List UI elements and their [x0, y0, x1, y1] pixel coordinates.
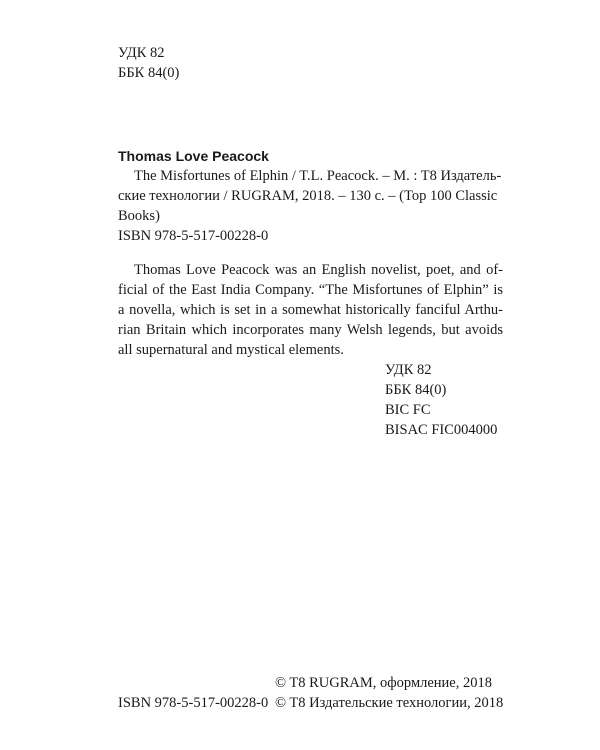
copyright-line: © T8 Издательские технологии, 2018	[275, 695, 504, 711]
classification-codes	[385, 360, 497, 440]
top-classification-codes	[118, 43, 179, 83]
abstract-line: Thomas Love Peacock was an English novelist, poet, and of-	[134, 262, 503, 278]
author-name: Thomas Love Peacock	[118, 148, 269, 164]
bib-line: Books)	[118, 208, 160, 224]
udk-code: УДК 82	[118, 45, 165, 61]
abstract-line: a novella, which is set in a somewhat historically fanciful Arthu-	[118, 302, 503, 318]
bbk-code: ББК 84(0)	[118, 65, 180, 81]
isbn-bottom: ISBN 978-5-517-00228-0	[118, 695, 269, 711]
abstract-line: ficial of the East India Company. “The Misfortunes of Elphin” is	[118, 282, 503, 298]
bib-line: ские технологии / RUGRAM, 2018. – 130 с. – (Top 100 Classic	[118, 188, 498, 204]
isbn-main: ISBN 978-5-517-00228-0	[118, 228, 269, 244]
classification-code: BIC FC	[385, 402, 431, 418]
abstract	[118, 260, 503, 360]
abstract-line: all supernatural and mystical elements.	[118, 342, 344, 358]
abstract-line: rian Britain which incorporates many Welsh legends, but avoids	[118, 322, 503, 338]
classification-code: УДК 82	[385, 362, 432, 378]
copyright-line: © T8 RUGRAM, оформление, 2018	[275, 675, 492, 691]
classification-code: BISAC FIC004000	[385, 422, 498, 438]
copyright-notice	[275, 673, 503, 713]
bib-line: The Misfortunes of Elphin / T.L. Peacock. – M. : T8 Издатель-	[134, 168, 502, 184]
bibliographic-description	[118, 166, 501, 226]
classification-code: ББК 84(0)	[385, 382, 447, 398]
